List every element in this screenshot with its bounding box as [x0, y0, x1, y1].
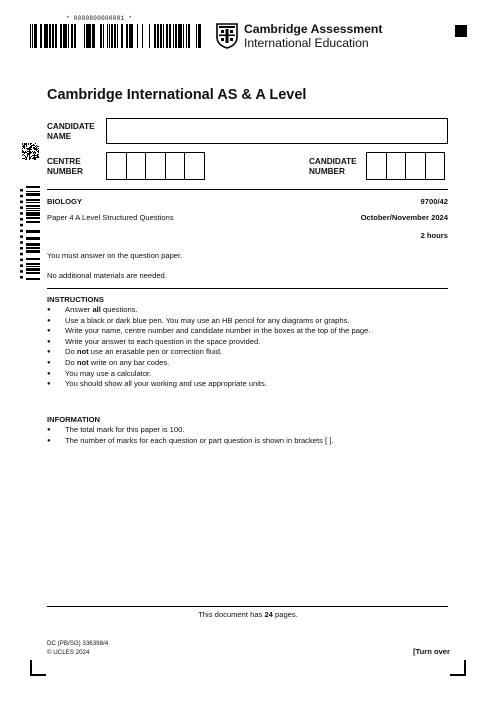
crop-mark [30, 674, 46, 676]
list-item: ● Do not use an erasable pen or correction fluid. [47, 347, 371, 358]
qualification-title: Cambridge International AS & A Level [47, 87, 307, 103]
divider [47, 606, 448, 607]
list-item: ● You may use a calculator. [47, 369, 371, 380]
candidate-number-cell[interactable] [366, 152, 387, 180]
list-item: ● Write your name, centre number and candidate number in the boxes at the top of the page. [47, 326, 371, 337]
candidate-number-label: CANDIDATE NUMBER [309, 157, 357, 176]
list-item: ● Answer all questions. [47, 305, 371, 316]
instructions-list [47, 305, 371, 390]
candidate-number-cell[interactable] [405, 152, 426, 180]
candidate-name-label: CANDIDATE NAME [47, 122, 95, 141]
session: October/November 2024 [360, 213, 448, 222]
list-item: ● Write your answer to each question in the space provided. [47, 337, 371, 348]
candidate-number-cell[interactable] [425, 152, 446, 180]
candidate-number-cell[interactable] [386, 152, 407, 180]
information-list [47, 425, 333, 446]
note-answer-on-paper: You must answer on the question paper. [47, 251, 183, 260]
centre-number-cell[interactable] [106, 152, 127, 180]
registration-square [455, 25, 467, 37]
centre-number-field[interactable] [107, 152, 205, 180]
qr-code [22, 143, 39, 160]
centre-number-cell[interactable] [165, 152, 186, 180]
turn-over: [Turn over [413, 647, 450, 656]
logo-line-2: International Education [244, 36, 369, 50]
copyright: © UCLES 2024 [47, 648, 90, 656]
crop-mark [450, 674, 466, 676]
side-barcode [18, 186, 40, 282]
page-count: This document has 24 pages. [198, 610, 298, 619]
list-item: ● The total mark for this paper is 100. [47, 425, 333, 436]
top-barcode [30, 24, 208, 48]
list-item: ● You should show all your working and use appropriate units. [47, 379, 371, 390]
duration: 2 hours [420, 231, 448, 240]
information-heading: INFORMATION [47, 415, 101, 424]
centre-number-label: CENTRE NUMBER [47, 157, 83, 176]
candidate-number-field[interactable] [367, 152, 445, 180]
paper-title: Paper 4 A Level Structured Questions [47, 213, 174, 222]
crest-icon [216, 23, 238, 49]
document-ref: DC (PB/SG) 336398/4 [47, 640, 109, 647]
centre-number-cell[interactable] [126, 152, 147, 180]
divider [47, 288, 448, 289]
footer-ref-block [47, 640, 108, 657]
cambridge-logo [216, 23, 386, 53]
list-item: ● Do not write on any bar codes. [47, 358, 371, 369]
candidate-name-field[interactable] [106, 118, 448, 144]
list-item: ● The number of marks for each question or part question is shown in brackets [ ]. [47, 436, 333, 447]
paper-code: 9700/42 [420, 197, 448, 206]
centre-number-cell[interactable] [145, 152, 166, 180]
subject: BIOLOGY [47, 197, 83, 206]
divider [47, 189, 448, 190]
logo-line-1: Cambridge Assessment [244, 22, 383, 36]
note-materials: No additional materials are needed. [47, 271, 167, 280]
centre-number-cell[interactable] [184, 152, 205, 180]
instructions-heading: INSTRUCTIONS [47, 295, 104, 304]
barcode-number: * 0000800000001 * [66, 15, 133, 22]
list-item: ● Use a black or dark blue pen. You may use an HB pencil for any diagrams or graphs. [47, 316, 371, 327]
